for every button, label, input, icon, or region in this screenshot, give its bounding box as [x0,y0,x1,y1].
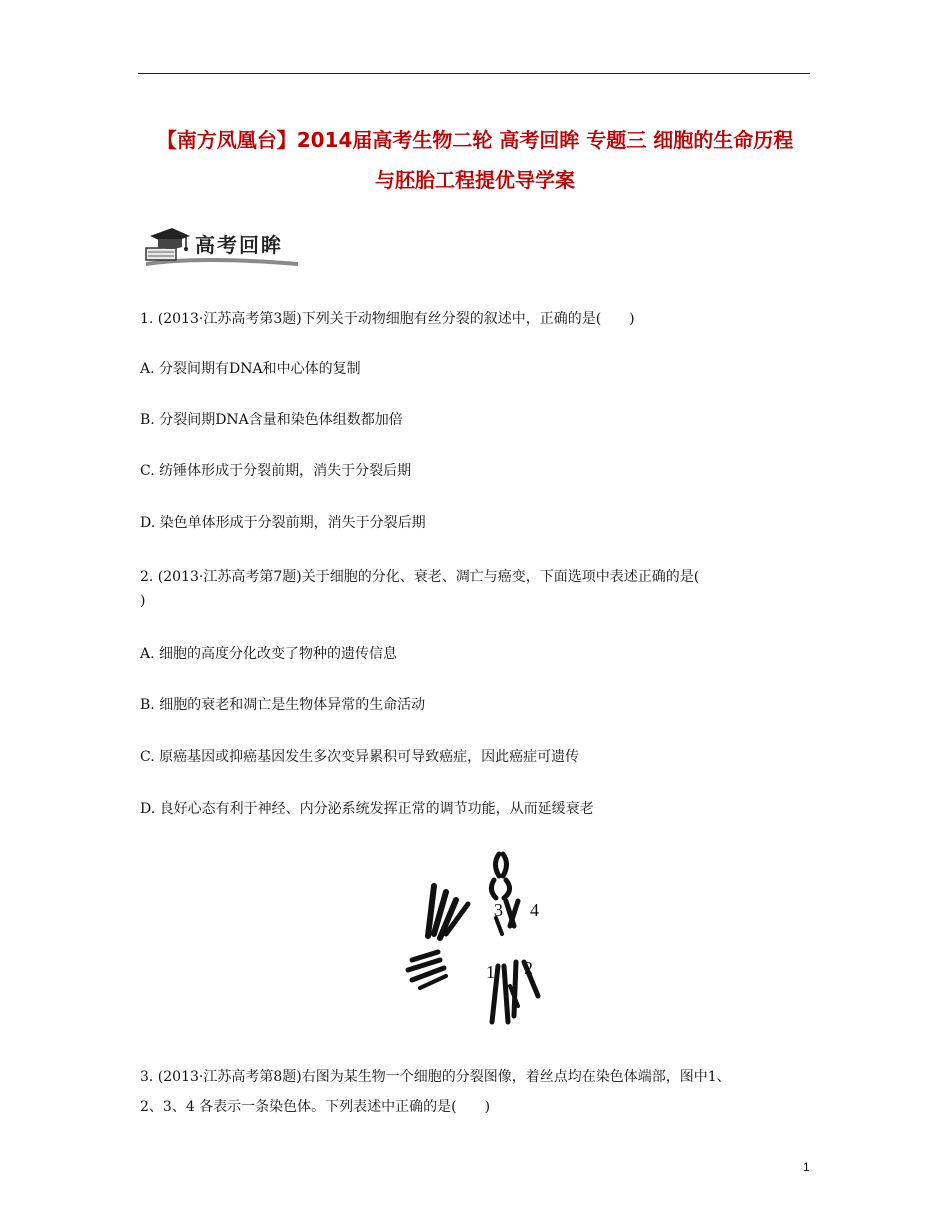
question-3-stem-line-2: 2、3、4 各表示一条染色体。下列表述中正确的是( ) [140,1099,491,1115]
cell-division-figure [398,846,548,1030]
question-1-stem: 1. (2013·江苏高考第3题)下列关于动物细胞有丝分裂的叙述中，正确的是( ) [140,311,635,327]
question-2-option-c: C. 原癌基因或抑癌基因发生多次变异累积可导致癌症，因此癌症可遗传 [140,749,580,765]
question-2-option-a: A. 细胞的高度分化改变了物种的遗传信息 [140,646,398,662]
question-2-option-b: B. 细胞的衰老和凋亡是生物体异常的生命活动 [140,697,426,713]
question-1-option-b: B. 分裂间期DNA含量和染色体组数都加倍 [140,412,403,428]
question-1-option-c: C. 纺锤体形成于分裂前期，消失于分裂后期 [140,463,412,479]
question-2-stem-line-1: 2. (2013·江苏高考第7题)关于细胞的分化、衰老、凋亡与癌变，下面选项中表述正确的是( [140,569,700,585]
page-title [120,120,830,200]
figure-label-2: 2 [524,958,533,978]
question-2-option-d: D. 良好心态有利于神经、内分泌系统发挥正常的调节功能，从而延缓衰老 [140,801,594,817]
title-line-1: 【南方凤凰台】2014届高考生物二轮 高考回眸 专题三 细胞的生命历程 [156,128,794,152]
question-2-stem-line-2: ) [140,593,146,609]
question-1-option-a: A. 分裂间期有DNA和中心体的复制 [140,361,361,377]
page-number-text: 1 [803,1160,810,1174]
section-label: 高考回眸 [195,233,283,257]
figure-label-3: 3 [494,900,503,920]
question-1-option-d: D. 染色单体形成于分裂前期，消失于分裂后期 [140,515,426,531]
figure-label-1: 1 [486,962,495,982]
question-3-stem-line-1: 3. (2013·江苏高考第8题)右图为某生物一个细胞的分裂图像，着丝点均在染色体端部，图中1、 [140,1069,731,1085]
title-line-2: 与胚胎工程提优导学案 [375,168,575,192]
figure-label-4: 4 [530,900,539,920]
header-rule [138,73,810,74]
